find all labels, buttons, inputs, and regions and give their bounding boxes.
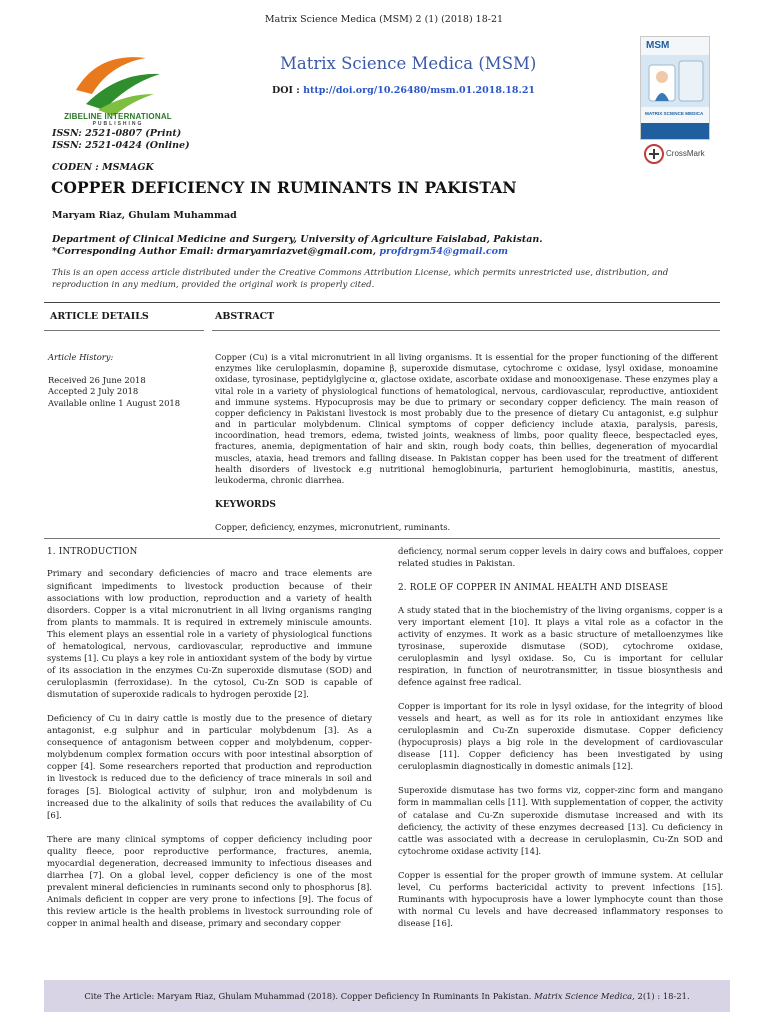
cover-title: MATRIX SCIENCE MEDICA <box>645 111 704 116</box>
doi-line <box>272 85 535 96</box>
crossmark-label: CrossMark <box>666 149 705 158</box>
doi-link[interactable]: http://doi.org/10.26480/msm.01.2018.18.21 <box>303 85 536 96</box>
role-paragraph-1: A study stated that in the biochemistry of the living organisms, copper is a very important element [10]. It plays a vital role as a cofactor in the activity of enzymes. It work as a basic structure of metalloenzymes like tyrosinase, superoxide dismutase (SOD), cytochrome oxidase, ceruloplasmin and lysyl oxidase. So, Cu is important for cellular respiration, in function of neurotransmitter, in tissue biosynthesis and defence against free radical. <box>398 605 723 688</box>
coden: CODEN : MSMAGK <box>52 162 154 173</box>
role-paragraph-4: Copper is essential for the proper growth of immune system. At cellular level, Cu performs bactericidal activity to prevent infections [15]. Ruminants with hypocuprosis have a lower lymphocyte count than those with normal Cu levels and have decreased inflammatory responses to disease [16]. <box>398 870 723 930</box>
cover-band <box>641 123 710 139</box>
article-details-heading: ARTICLE DETAILS <box>50 311 149 322</box>
license-statement: This is an open access article distributed under the Creative Commons Attribution License, which permits unrestricted use, distribution, and reproduction in any medium, provided the original work is properly cited. <box>52 268 669 290</box>
crossmark-icon <box>644 144 664 164</box>
citation-volume: 2(1) : 18-21. <box>634 991 690 1001</box>
right-column <box>398 546 723 942</box>
publisher-name <box>54 112 182 127</box>
citation-text: Cite The Article: Maryam Riaz, Ghulam Muhammad (2018). Copper Deficiency In Ruminants In Pakistan. <box>84 991 532 1001</box>
abstract-text: Copper (Cu) is a vital micronutrient in all living organisms. It is essential for the proper functioning of the different enzymes like ceruloplasmin, dopamine β, superoxide dismutase, cytochrome c oxidase, lysyl oxidase, monoamine oxidase, tyrosinase, peptidylglycine α, glactose oxidate, ascorbate oxidase and monooxigenase. These enzymes play a vital role in a variety of physiological functions of hematological, nervous, cardiovascular, reproductive, antioxident and immune systems. Hypocuprosis may be due to primary or secondary copper deficiency. The main reason of copper deficiency in Pakistani livestock is most probably due to the presence of dietary Cu antagonist, e.g sulphur and in particular molybdenum. Clinical symptoms of copper deficiency include ataxia, paralysis, paresis, incoordination, head tremors, edema, twisted joints, weakness of limbs, poor quality fleece, bespectacled eyes, fractures, anemia, depigmentation of hair and skin, rough body coats, thin bellies, degeneration of myocardial muscles, ataxia, head tremors and falling disease. In Pakistan copper has been used for the treatment of different health disorders of livestock e.g nutritional hemoglobinuria, parturient hemoglobinuria, mastitis, anestus, leukoderma, chronic diarrhea. <box>215 352 718 485</box>
corresponding-email-2[interactable]: profdrgm54@gmail.com <box>379 246 509 257</box>
role-heading: 2. ROLE OF COPPER IN ANIMAL HEALTH AND DISEASE <box>398 583 669 594</box>
affiliation: Department of Clinical Medicine and Surgery, University of Agriculture Faislabad, Pakistan. <box>52 234 543 245</box>
citation-journal: Matrix Science Medica, <box>534 991 635 1001</box>
cover-photo-icon <box>641 55 710 107</box>
doi-label: DOI : <box>272 85 300 96</box>
left-column <box>47 546 372 942</box>
journal-title: Matrix Science Medica (MSM) <box>280 54 537 73</box>
top-rule <box>44 302 720 303</box>
cover-abbr: MSM <box>646 40 670 51</box>
issn-print: ISSN: 2521-0807 (Print) <box>52 128 182 139</box>
role-paragraph-3: Superoxide dismutase has two forms viz, copper-zinc form and mangano form in mammalian cells [11]. With supplementation of copper, the activity of catalase and Cu-Zn superoxide dismutase increased and with its deficiency, the activity of these enzymes decreased [13]. Cu deficiency in cattle was associated with a decrease in ceruloplasmin, Cu-Zn SOD and cytochrome oxidase activity [14]. <box>398 786 723 857</box>
publisher-tagline: PUBLISHING <box>92 121 144 127</box>
accepted-date: Accepted 2 July 2018 <box>48 386 139 397</box>
citation-footer <box>44 980 730 1012</box>
corresponding-email: *Corresponding Author Email: drmaryamriazvet@gmail.com, <box>52 246 377 257</box>
details-rule <box>44 330 204 331</box>
publisher-name-text: ZIBELINE INTERNATIONAL <box>64 112 172 121</box>
keywords: Copper, deficiency, enzymes, micronutrient, ruminants. <box>215 522 451 532</box>
keywords-rule <box>44 538 720 539</box>
running-header: Matrix Science Medica (MSM) 2 (1) (2018) 18-21 <box>264 14 504 25</box>
crossmark-badge[interactable] <box>644 144 712 164</box>
intro-paragraph-3: There are many clinical symptoms of copper deficiency including poor quality fleece, poor reproductive performance, fractures, anemia, myocardial degeneration, decreased immunity to infectious diseases and diarrhea [7]. On a global level, copper deficiency is one of the most prevalent mineral deficiencies in ruminants second only to phosphorus [8]. Animals deficient in copper are very prone to infections [9]. The focus of this review article is the health problems in livestock surrounding role of copper in animal health and disease, primary and secondary copper <box>47 834 372 930</box>
article-history <box>48 375 180 409</box>
authors: Maryam Riaz, Ghulam Muhammad <box>52 210 237 221</box>
keywords-heading: KEYWORDS <box>215 500 276 510</box>
intro-paragraph-1: Primary and secondary deficiencies of macro and trace elements are significant impediments to livestock production because of their associations with low production, reproduction and a variety of health disorders. Copper is a vital micronutrient in all living organisms ranging from plants to mammals. It is required in extremely miniscule amounts. This element plays an essential role in a variety of physiological functions of hematological, nervous, cardiovascular, reproductive and immune systems [1]. Cu plays a key role in antioxidant system of the body by virtue of its association in the enzymes Cu-Zn superoxide dismutase (SOD) and ceruloplasmin (ferroxidase). In the cytosol, Cu-Zn SOD is capable of dismutation of superoxide radicals to hydrogen peroxide [2]. <box>47 569 372 701</box>
article-history-label: Article History: <box>48 352 114 362</box>
intro-heading: 1. INTRODUCTION <box>47 547 138 557</box>
abstract-rule <box>212 330 720 331</box>
received-date: Received 26 June 2018 <box>48 375 146 385</box>
role-paragraph-2: Copper is important for its role in lysyl oxidase, for the integrity of blood vessels and heart, as well as for its role in antioxidant enzymes like ceruloplasmin and Cu-Zn superoxide dismutase. Copper deficiency (hypocuprosis) plays a big role in the development of cardiovascular disease [11]. Copper deficiency has been investigated by using ceruloplasmin diagnostically in domestic animals [12]. <box>398 702 723 773</box>
journal-cover[interactable] <box>640 36 710 140</box>
issn-online: ISSN: 2521-0424 (Online) <box>52 140 190 151</box>
abstract-heading: ABSTRACT <box>215 311 275 322</box>
corresponding-author <box>52 246 508 257</box>
continued-paragraph: deficiency, normal serum copper levels in dairy cows and buffaloes, copper related studies in Pakistan. <box>398 547 723 570</box>
available-date: Available online 1 August 2018 <box>48 397 181 408</box>
paper-title: COPPER DEFICIENCY IN RUMINANTS IN PAKISTAN <box>51 178 517 197</box>
intro-paragraph-2: Deficiency of Cu in dairy cattle is mostly due to the presence of dietary antagonist, e.g sulphur and in particular molybdenum [3]. As a consequence of antagonism between copper and molybdenum, copper-molybdenum complex formation occurs with poor intestinal absorption of copper [4]. Some researchers reported that production and reproduction in livestock is reduced due to the deficiency of trace minerals in soil and forages [5]. Biological activity of sulphur, iron and molybdenum is increased due to the alkalinity of soils that reduces the availability of Cu [6]. <box>47 714 372 821</box>
